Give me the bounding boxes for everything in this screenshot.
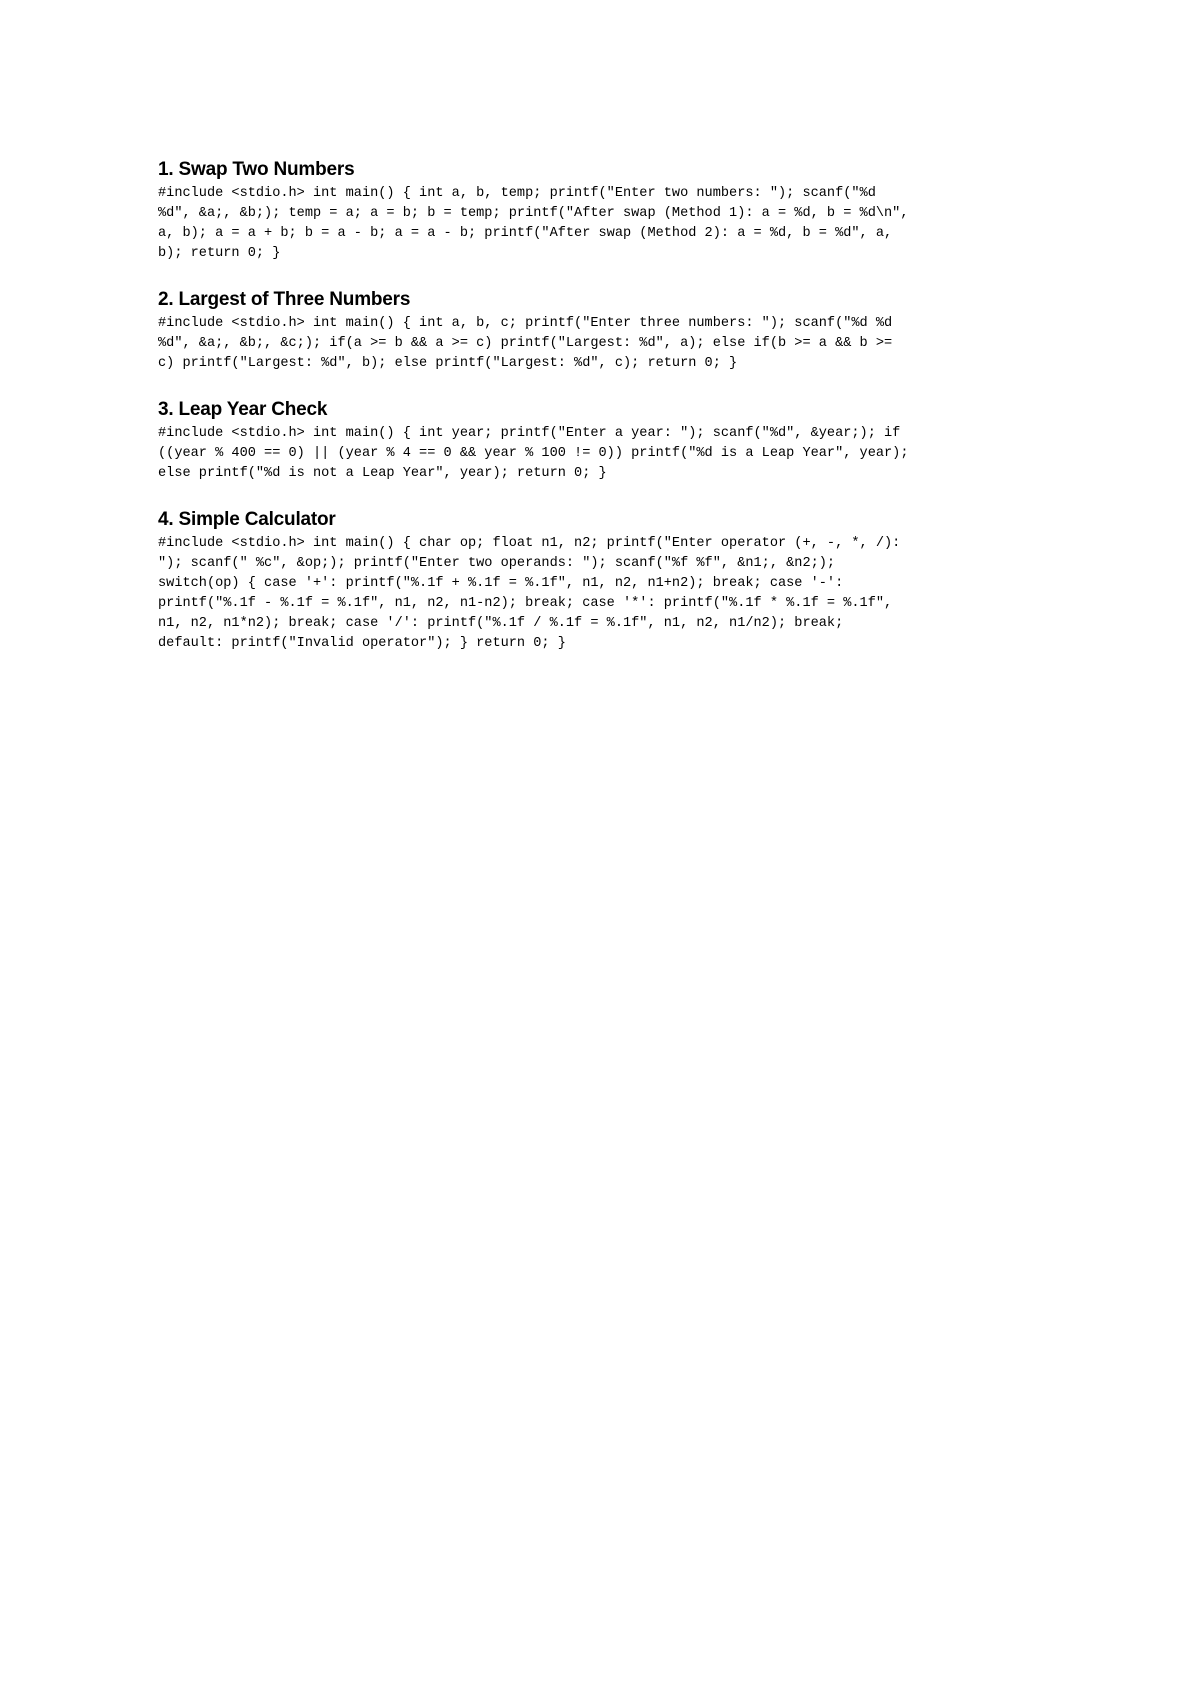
code-block: #include <stdio.h> int main() { int a, b, temp; printf("Enter two numbers: "); scanf("%d %d", &a;, &b;); temp = a; a = b; b = temp; printf("After swap (Method 1): a = %d, b = %d\n", a, b); a = a + b; b = a - b; a = a - b; printf("After swap (Method 2): a = %d, b = %d", a, b); return 0; } [158, 186, 909, 261]
section-swap-two-numbers [158, 158, 1053, 264]
section-title: 3. Leap Year Check [158, 399, 328, 420]
code-block: #include <stdio.h> int main() { int a, b, c; printf("Enter three numbers: "); scanf("%d %d %d", &a;, &b;, &c;); if(a >= b && a >= c) printf("Largest: %d", a); else if(b >= a && b >= c) printf("Largest: %d", b); else printf("Largest: %d", c); return 0; } [158, 316, 893, 371]
code-block: #include <stdio.h> int main() { char op; float n1, n2; printf("Enter operator (+, -, *, /): "); scanf(" %c", &op;); printf("Enter two operands: "); scanf("%f %f", &n1;, &n2;); switch(op) { case '+': printf("%.1f + %.1f = %.1f", n1, n2, n1+n2); break; case '-': printf("%.1f - %.1f = %.1f", n1, n2, n1-n2); break; case '*': printf("%.1f * %.1f = %.1f", n1, n2, n1*n2); break; case '/': printf("%.1f / %.1f = %.1f", n1, n2, n1/n2); break; default: printf("Invalid operator"); } return 0; } [158, 536, 901, 651]
document-page [158, 158, 1053, 678]
section-simple-calculator [158, 508, 1053, 654]
section-title: 1. Swap Two Numbers [158, 159, 355, 180]
section-largest-of-three [158, 288, 1053, 374]
section-leap-year-check [158, 398, 1053, 484]
section-title: 4. Simple Calculator [158, 509, 336, 530]
code-block: #include <stdio.h> int main() { int year; printf("Enter a year: "); scanf("%d", &year;); if ((year % 400 == 0) || (year % 4 == 0 && year % 100 != 0)) printf("%d is a Leap Year", year); else printf("%d is not a Leap Year", year); return 0; } [158, 426, 909, 481]
section-title: 2. Largest of Three Numbers [158, 289, 411, 310]
